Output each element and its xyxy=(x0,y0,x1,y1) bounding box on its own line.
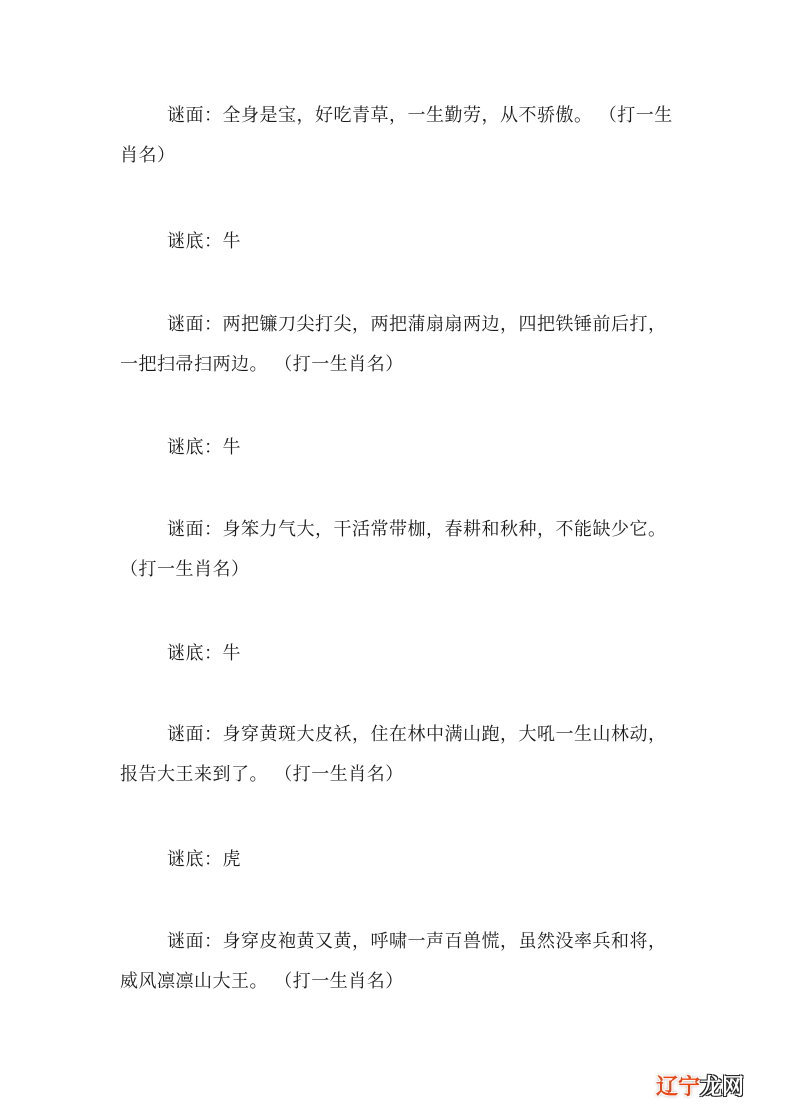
riddle-answer-4: 谜底：虎 xyxy=(167,849,241,870)
riddle-answer-1: 谜底：牛 xyxy=(167,231,241,252)
riddle-question-5: 谜面：身穿皮袍黄又黄，呼啸一声百兽慌，虽然没率兵和将，威风凛凛山大王。 （打一生肖名） xyxy=(120,931,667,992)
watermark-part-liaoning: 辽宁 xyxy=(656,1075,701,1100)
riddle-question-2: 谜面：两把镰刀尖打尖，两把蒲扇扇两边，四把铁锤前后打，一把扫帚扫两边。 （打一生肖名） xyxy=(120,314,667,375)
riddle-answer-3: 谜底：牛 xyxy=(167,643,241,664)
riddle-answer-2: 谜底：牛 xyxy=(167,437,241,458)
watermark-part-longwang: 龙网 xyxy=(700,1075,745,1100)
riddle-question-1: 谜面：全身是宝，好吃青草，一生勤劳，从不骄傲。 （打一生肖名） xyxy=(120,105,673,166)
riddle-question-4: 谜面：身穿黄斑大皮袄，住在林中满山跑，大吼一生山林动，报告大王来到了。 （打一生肖名） xyxy=(120,724,667,785)
site-watermark-logo xyxy=(656,1070,744,1101)
riddle-question-3: 谜面：身笨力气大，干活常带枷，春耕和秋种，不能缺少它。 （打一生肖名） xyxy=(120,519,667,580)
